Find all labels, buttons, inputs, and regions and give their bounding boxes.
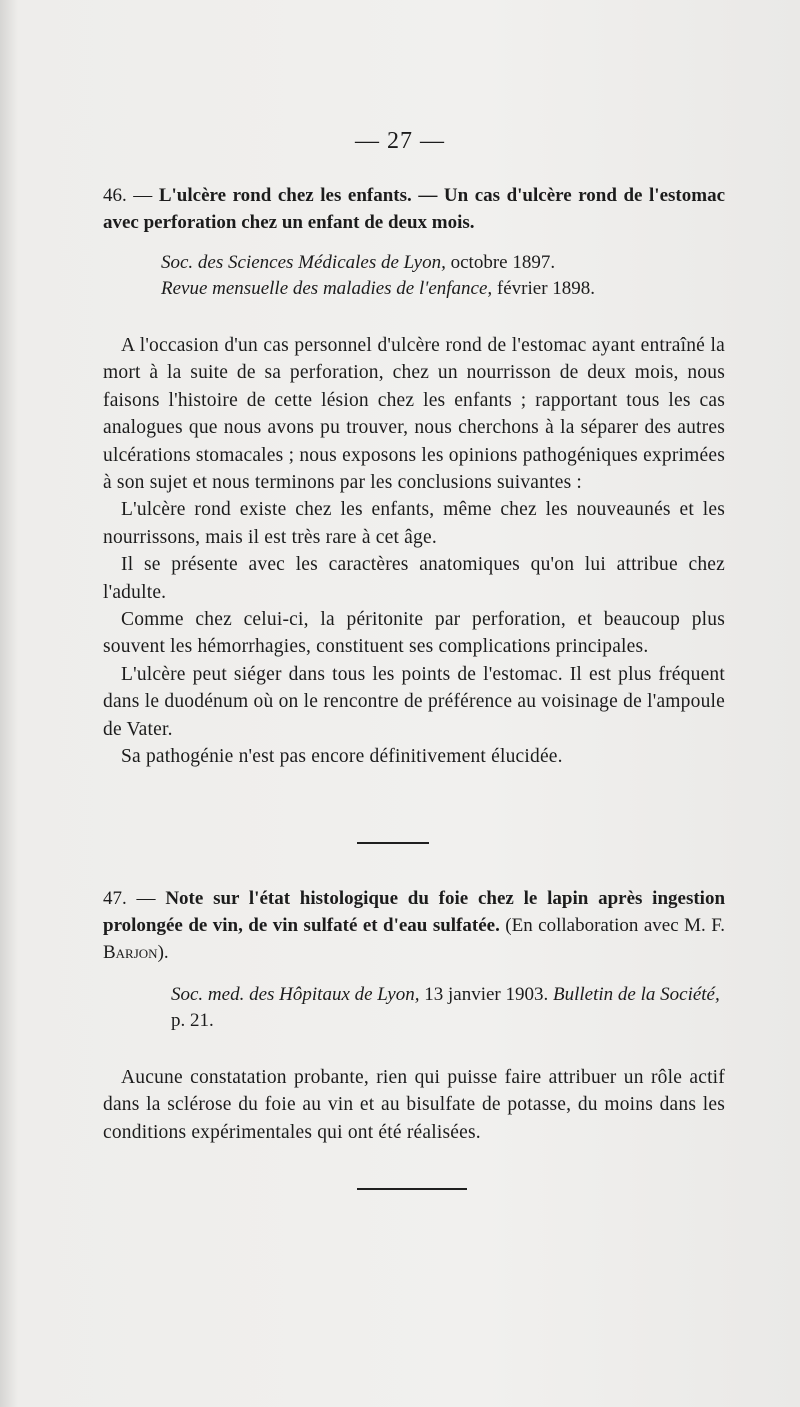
entry-46-paragraph: Comme chez celui-ci, la péritonite par perforation, et beaucoup plus souvent les hémorrhagies, constituent ses complications principales.: [103, 609, 725, 658]
entry-46-heading: [103, 182, 725, 236]
entry-46-paragraph: L'ulcère peut siéger dans tous les points de l'estomac. Il est plus fréquent dans le duodénum où on le rencontre de préférence au voisinage de l'ampoule de Vater.: [103, 663, 725, 740]
entry-47-collab-prefix: (En collaboration avec M. F.: [505, 915, 725, 936]
entry-47-ref-1-date: 13 janvier 1903.: [424, 984, 549, 1005]
entry-47-paragraph: Aucune constatation probante, rien qui puisse faire attribuer un rôle actif dans la sclérose du foie au vin et au bisulfate de potasse, du moins dans les conditions expérimentales qui ont été réalisées.: [103, 1067, 725, 1143]
entry-46-paragraph: L'ulcère rond existe chez les enfants, même chez les nouveaunés et les nourrissons, mais il est très rare à cet âge.: [103, 499, 725, 548]
entry-46-ref-2-journal: Revue mensuelle des maladies de l'enfance,: [161, 278, 493, 299]
entry-46-ref-1-date: octobre 1897.: [450, 252, 556, 273]
entry-46-number: 46.: [103, 185, 127, 206]
page-number: — 27 —: [355, 128, 445, 154]
entry-46-paragraph: Sa pathogénie n'est pas encore définitivement élucidée.: [121, 746, 563, 768]
entry-46-ref-2-date: février 1898.: [496, 278, 596, 299]
entry-46-paragraph: A l'occasion d'un cas personnel d'ulcère rond de l'estomac ayant entraîné la mort à la suite de sa perforation, chez un nourrisson de deux mois, nous faisons l'histoire de cette lésion chez les enfants ; rapportant tous les cas analogues que nous avons pu trouver, nous cherchons à la séparer des autres ulcérations stomacales ; nous exposons les opinions pathogéniques exprimées à son sujet et nous terminons par les conclusions suivantes :: [103, 335, 725, 494]
section-divider: [357, 842, 429, 844]
entry-47-number: 47.: [103, 888, 127, 909]
entry-47-dash: —: [136, 888, 156, 909]
entry-46-paragraph: Il se présente avec les caractères anatomiques qu'on lui attribue chez l'adulte.: [103, 554, 725, 603]
entry-47-collab-name: Barjon: [103, 942, 158, 963]
entry-46-ref-1: [161, 250, 725, 276]
entry-46-ref-2: [161, 276, 725, 302]
entry-46-dash: —: [133, 185, 153, 206]
entry-46-references: [103, 250, 725, 302]
entry-46-body: [103, 332, 725, 771]
entry-47-ref-2-page: p. 21.: [171, 1010, 214, 1031]
section-divider: [357, 1188, 467, 1190]
entry-47-collab-suffix: ).: [157, 942, 169, 963]
entry-47-ref-2-journal: Bulletin de la Société,: [553, 984, 720, 1005]
entry-46: [103, 182, 725, 771]
entry-47-ref-1-journal: Soc. med. des Hôpitaux de Lyon,: [171, 984, 420, 1005]
entry-47-title: Note sur l'état histologique du foie chez le lapin après ingestion prolongée de vin, de vin sulfaté et d'eau sulfatée.: [103, 888, 726, 936]
entry-46-ref-1-journal: Soc. des Sciences Médicales de Lyon,: [161, 252, 446, 273]
entry-47-body: [103, 1064, 725, 1146]
entry-47-heading: [103, 885, 725, 966]
entry-47: [103, 885, 725, 1146]
entry-47-references: [103, 982, 725, 1034]
entry-46-title: L'ulcère rond chez les enfants. — Un cas d'ulcère rond de l'estomac avec perforation chez un enfant de deux mois.: [103, 185, 725, 233]
